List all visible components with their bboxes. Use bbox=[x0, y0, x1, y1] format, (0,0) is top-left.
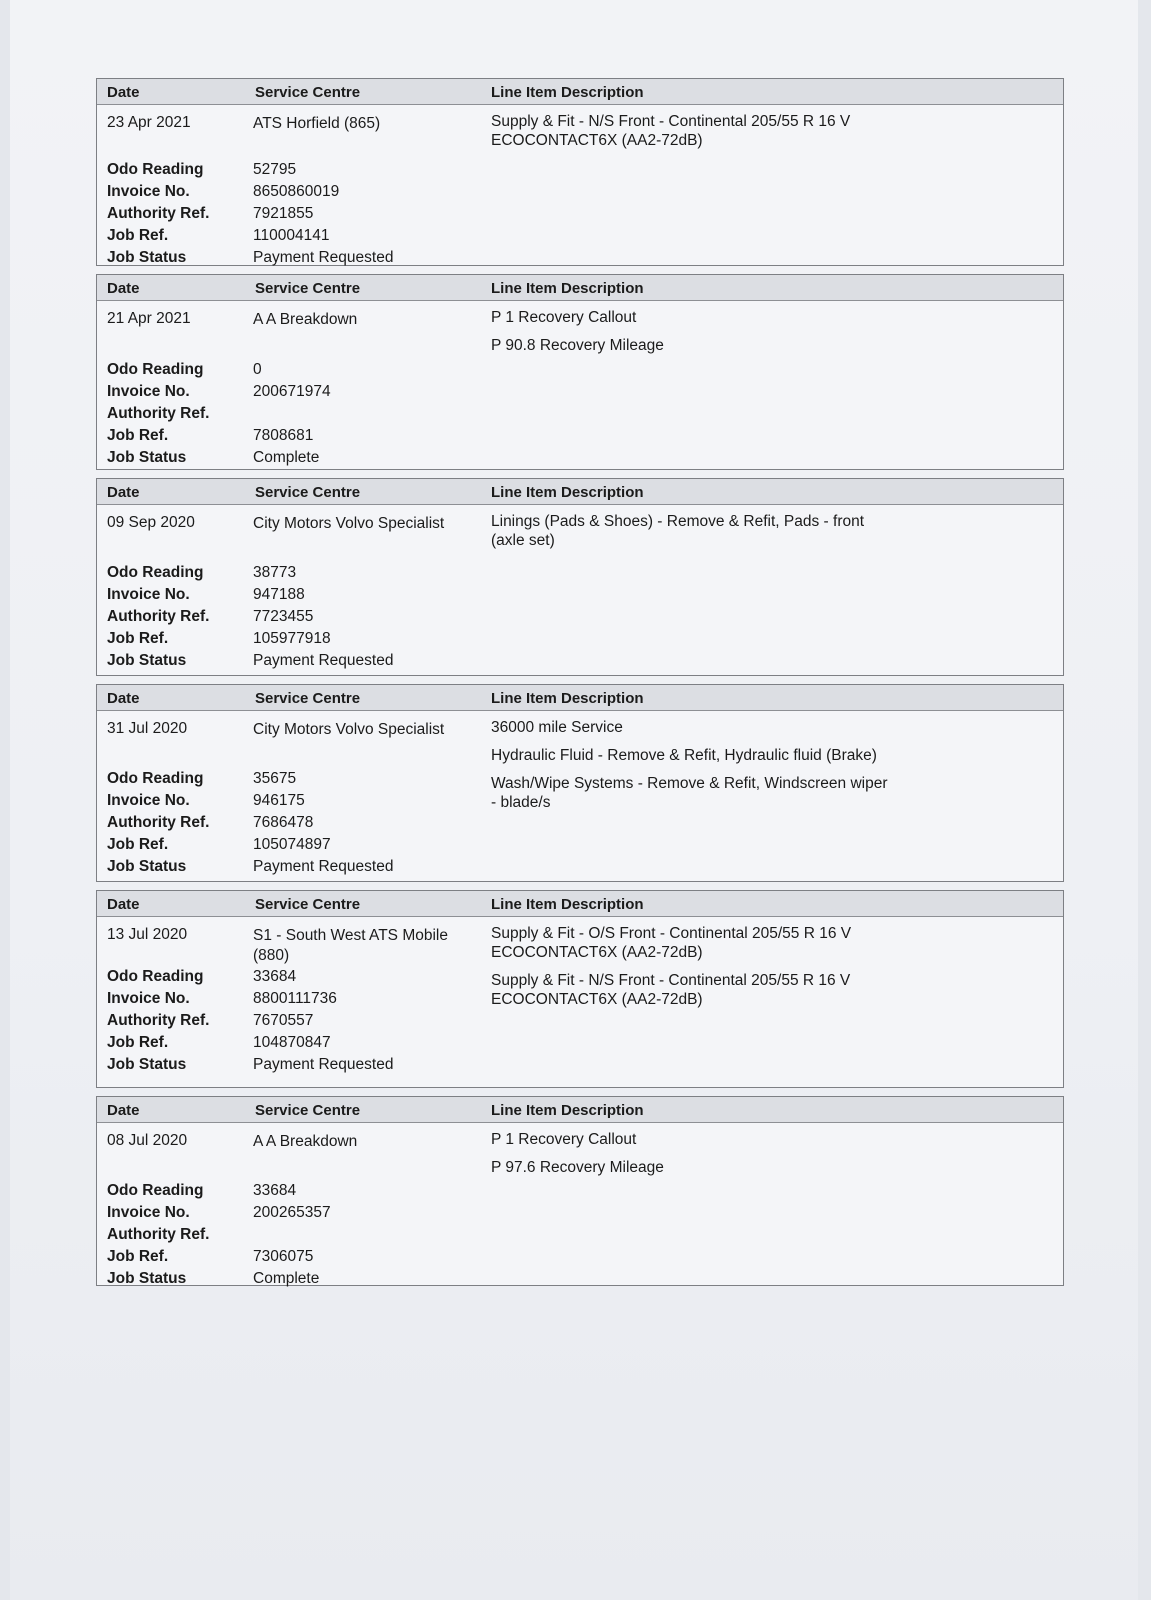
detail-row-job-ref bbox=[107, 1248, 467, 1270]
header-date: Date bbox=[107, 1102, 140, 1119]
record-date: 23 Apr 2021 bbox=[107, 114, 191, 131]
header-date: Date bbox=[107, 280, 140, 297]
record-details bbox=[107, 968, 467, 1078]
detail-label: Odo Reading bbox=[107, 968, 204, 985]
line-item-description: P 1 Recovery Callout bbox=[491, 1131, 637, 1148]
detail-row-job-ref bbox=[107, 836, 467, 858]
detail-row-authority bbox=[107, 205, 467, 227]
record-header bbox=[97, 1097, 1063, 1123]
detail-row-job-ref bbox=[107, 630, 467, 652]
detail-row-job-status bbox=[107, 858, 467, 880]
header-line-item-description: Line Item Description bbox=[491, 484, 644, 501]
detail-row-authority bbox=[107, 1226, 467, 1248]
detail-row-odo bbox=[107, 564, 467, 586]
detail-row-job-status bbox=[107, 652, 467, 674]
detail-value: 7808681 bbox=[253, 427, 314, 444]
line-item-description: Supply & Fit - N/S Front - Continental 205/55 R 16 V ECOCONTACT6X (AA2-72dB) bbox=[491, 113, 851, 149]
detail-row-invoice bbox=[107, 183, 467, 205]
line-item-description: Wash/Wipe Systems - Remove & Refit, Windscreen wiper - blade/s bbox=[491, 775, 888, 811]
detail-value: 0 bbox=[253, 361, 262, 378]
line-item-list bbox=[491, 924, 891, 1018]
detail-label: Invoice No. bbox=[107, 586, 190, 603]
detail-value: 946175 bbox=[253, 792, 305, 809]
record-service-centre: ATS Horfield (865) bbox=[253, 115, 381, 132]
detail-value: 110004141 bbox=[253, 227, 330, 244]
document-page bbox=[10, 0, 1138, 1600]
line-item-list bbox=[491, 1130, 891, 1186]
detail-value: 200265357 bbox=[253, 1204, 331, 1221]
detail-value: Complete bbox=[253, 1270, 320, 1287]
header-service-centre: Service Centre bbox=[255, 280, 361, 297]
record-date: 08 Jul 2020 bbox=[107, 1132, 188, 1149]
header-line-item-description: Line Item Description bbox=[491, 1102, 644, 1119]
header-service-centre: Service Centre bbox=[255, 484, 361, 501]
header-service-centre: Service Centre bbox=[255, 1102, 361, 1119]
detail-value: Payment Requested bbox=[253, 652, 394, 669]
detail-row-authority bbox=[107, 405, 467, 427]
line-item-list bbox=[491, 718, 891, 821]
detail-row-job-ref bbox=[107, 227, 467, 249]
detail-label: Job Ref. bbox=[107, 1034, 169, 1051]
service-record bbox=[96, 478, 1064, 676]
detail-row-job-status bbox=[107, 249, 467, 271]
line-item-description: Hydraulic Fluid - Remove & Refit, Hydraulic fluid (Brake) bbox=[491, 747, 877, 764]
record-service-centre: S1 - South West ATS Mobile (880) bbox=[253, 927, 448, 964]
detail-label: Odo Reading bbox=[107, 564, 204, 581]
detail-row-job-ref bbox=[107, 1034, 467, 1056]
detail-label: Authority Ref. bbox=[107, 608, 210, 625]
header-date: Date bbox=[107, 896, 140, 913]
detail-label: Odo Reading bbox=[107, 161, 204, 178]
detail-row-job-status bbox=[107, 1270, 467, 1292]
header-date: Date bbox=[107, 484, 140, 501]
line-item-list bbox=[491, 512, 891, 559]
detail-value: 8650860019 bbox=[253, 183, 340, 200]
line-item-description: Linings (Pads & Shoes) - Remove & Refit, Pads - front (axle set) bbox=[491, 513, 865, 549]
line-item-description: P 97.6 Recovery Mileage bbox=[491, 1159, 664, 1176]
detail-label: Authority Ref. bbox=[107, 1226, 210, 1243]
detail-value: 38773 bbox=[253, 564, 297, 581]
detail-label: Job Status bbox=[107, 249, 187, 266]
service-record bbox=[96, 1096, 1064, 1286]
detail-label: Job Status bbox=[107, 1270, 187, 1287]
record-date: 13 Jul 2020 bbox=[107, 926, 188, 943]
record-details bbox=[107, 361, 467, 471]
line-item-description: P 1 Recovery Callout bbox=[491, 309, 637, 326]
detail-row-invoice bbox=[107, 1204, 467, 1226]
detail-value: 105074897 bbox=[253, 836, 331, 853]
detail-value: 947188 bbox=[253, 586, 305, 603]
header-service-centre: Service Centre bbox=[255, 84, 361, 101]
detail-label: Invoice No. bbox=[107, 183, 190, 200]
detail-label: Invoice No. bbox=[107, 383, 190, 400]
detail-row-odo bbox=[107, 770, 467, 792]
record-header bbox=[97, 275, 1063, 301]
line-item-description: Supply & Fit - O/S Front - Continental 205/55 R 16 V ECOCONTACT6X (AA2-72dB) bbox=[491, 925, 852, 961]
header-line-item-description: Line Item Description bbox=[491, 690, 644, 707]
detail-value: 200671974 bbox=[253, 383, 331, 400]
record-service-centre: City Motors Volvo Specialist bbox=[253, 515, 445, 532]
detail-value: 7670557 bbox=[253, 1012, 314, 1029]
record-service-centre: A A Breakdown bbox=[253, 311, 358, 328]
record-header bbox=[97, 685, 1063, 711]
detail-row-job-status bbox=[107, 449, 467, 471]
record-date: 31 Jul 2020 bbox=[107, 720, 188, 737]
detail-row-odo bbox=[107, 161, 467, 183]
line-item-description: P 90.8 Recovery Mileage bbox=[491, 337, 664, 354]
detail-row-job-status bbox=[107, 1056, 467, 1078]
detail-row-invoice bbox=[107, 586, 467, 608]
detail-label: Job Ref. bbox=[107, 1248, 169, 1265]
detail-label: Job Status bbox=[107, 652, 187, 669]
detail-label: Authority Ref. bbox=[107, 205, 210, 222]
detail-label: Authority Ref. bbox=[107, 814, 210, 831]
record-details bbox=[107, 1182, 467, 1292]
header-line-item-description: Line Item Description bbox=[491, 896, 644, 913]
detail-value: 7306075 bbox=[253, 1248, 314, 1265]
detail-row-invoice bbox=[107, 792, 467, 814]
detail-label: Odo Reading bbox=[107, 1182, 204, 1199]
detail-value: 35675 bbox=[253, 770, 297, 787]
detail-label: Odo Reading bbox=[107, 770, 204, 787]
line-item-list bbox=[491, 308, 891, 364]
detail-value: 52795 bbox=[253, 161, 297, 178]
detail-value: Payment Requested bbox=[253, 1056, 394, 1073]
detail-row-invoice bbox=[107, 383, 467, 405]
detail-label: Job Ref. bbox=[107, 227, 169, 244]
line-item-description: 36000 mile Service bbox=[491, 719, 623, 736]
service-record bbox=[96, 274, 1064, 470]
record-details bbox=[107, 161, 467, 271]
detail-row-authority bbox=[107, 1012, 467, 1034]
detail-row-odo bbox=[107, 1182, 467, 1204]
line-item-description: Supply & Fit - N/S Front - Continental 205/55 R 16 V ECOCONTACT6X (AA2-72dB) bbox=[491, 972, 851, 1008]
detail-label: Job Status bbox=[107, 1056, 187, 1073]
header-date: Date bbox=[107, 84, 140, 101]
line-item-list bbox=[491, 112, 891, 159]
detail-label: Job Ref. bbox=[107, 630, 169, 647]
detail-row-odo bbox=[107, 968, 467, 990]
detail-value: Payment Requested bbox=[253, 858, 394, 875]
record-header bbox=[97, 79, 1063, 105]
detail-row-job-ref bbox=[107, 427, 467, 449]
record-details bbox=[107, 564, 467, 674]
record-date: 09 Sep 2020 bbox=[107, 514, 195, 531]
detail-value: Complete bbox=[253, 449, 320, 466]
detail-label: Odo Reading bbox=[107, 361, 204, 378]
detail-value: 7723455 bbox=[253, 608, 314, 625]
detail-row-invoice bbox=[107, 990, 467, 1012]
detail-value: 8800111736 bbox=[253, 990, 337, 1007]
record-details bbox=[107, 770, 467, 880]
detail-row-authority bbox=[107, 608, 467, 630]
detail-label: Job Ref. bbox=[107, 836, 169, 853]
record-service-centre: City Motors Volvo Specialist bbox=[253, 721, 445, 738]
detail-label: Invoice No. bbox=[107, 1204, 190, 1221]
detail-value: 105977918 bbox=[253, 630, 331, 647]
detail-label: Job Status bbox=[107, 449, 187, 466]
service-record bbox=[96, 78, 1064, 266]
service-record bbox=[96, 890, 1064, 1088]
detail-label: Job Ref. bbox=[107, 427, 169, 444]
header-line-item-description: Line Item Description bbox=[491, 280, 644, 297]
header-service-centre: Service Centre bbox=[255, 690, 361, 707]
service-record bbox=[96, 684, 1064, 882]
detail-row-authority bbox=[107, 814, 467, 836]
detail-value: 7921855 bbox=[253, 205, 314, 222]
detail-value: 33684 bbox=[253, 1182, 297, 1199]
detail-row-odo bbox=[107, 361, 467, 383]
detail-label: Invoice No. bbox=[107, 990, 190, 1007]
detail-label: Authority Ref. bbox=[107, 405, 210, 422]
service-history-list bbox=[96, 78, 1064, 1294]
record-service-centre: A A Breakdown bbox=[253, 1133, 358, 1150]
header-line-item-description: Line Item Description bbox=[491, 84, 644, 101]
detail-label: Job Status bbox=[107, 858, 187, 875]
detail-value: Payment Requested bbox=[253, 249, 394, 266]
detail-value: 33684 bbox=[253, 968, 297, 985]
record-header bbox=[97, 891, 1063, 917]
detail-value: 7686478 bbox=[253, 814, 314, 831]
detail-label: Invoice No. bbox=[107, 792, 190, 809]
detail-label: Authority Ref. bbox=[107, 1012, 210, 1029]
header-service-centre: Service Centre bbox=[255, 896, 361, 913]
record-header bbox=[97, 479, 1063, 505]
record-date: 21 Apr 2021 bbox=[107, 310, 191, 327]
header-date: Date bbox=[107, 690, 140, 707]
detail-value: 104870847 bbox=[253, 1034, 331, 1051]
